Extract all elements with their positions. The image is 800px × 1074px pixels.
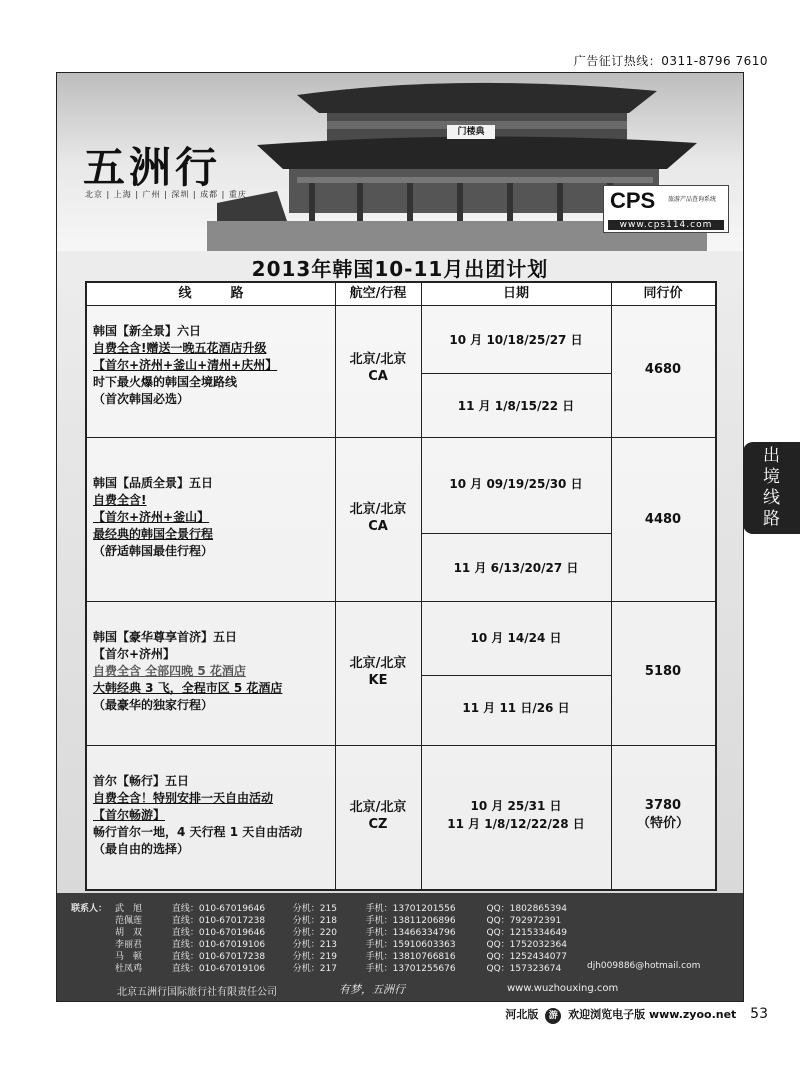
contact-name: 胡 双 <box>115 928 143 938</box>
cps-badge <box>603 185 729 233</box>
banner <box>57 73 743 251</box>
route-line: 最经典的韩国全景行程 <box>93 527 214 541</box>
contact-label: 联系人： <box>71 904 108 914</box>
table-row <box>93 323 277 408</box>
cps-subtitle: 旅游产品查询系统 <box>668 196 717 203</box>
contact-ext: 分机：215 <box>292 904 337 914</box>
price-cell <box>613 797 713 833</box>
table-row <box>93 475 213 560</box>
route-line: 自费全含 全部四晚 5 花酒店 <box>93 664 246 678</box>
airline-code: CA <box>368 519 388 534</box>
edition-label: 河北版 <box>505 1008 539 1021</box>
airline-code: CZ <box>368 817 388 832</box>
price-cell: 4480 <box>644 512 682 527</box>
brand-logo: 五洲行 <box>83 143 222 192</box>
contact-email[interactable]: djh009886@hotmail.com <box>587 961 701 971</box>
route-line: 【首尔畅游】 <box>93 808 166 822</box>
column-divider <box>611 283 612 889</box>
footer-text[interactable]: 欢迎浏览电子版 www.zyoo.net <box>568 1008 737 1021</box>
price-cell: 5180 <box>644 664 682 679</box>
route-line: 【首尔+济州】 <box>93 647 176 661</box>
route-line: 自费全含!赠送一晚五花酒店升级 <box>93 341 267 355</box>
brand-cities: 北京 | 上海 | 广州 | 深圳 | 成都 | 重庆 <box>85 190 247 199</box>
contact-tel: 直线：010-67019646 <box>171 904 266 914</box>
row-divider <box>87 601 715 602</box>
ad-hotline: 广告征订热线：0311-8796 7610 <box>573 54 768 68</box>
company-slogan: 有梦，五洲行 <box>339 983 405 996</box>
contact-qq: QQ：1215334649 <box>486 928 567 938</box>
contact-ext: 分机：213 <box>292 940 337 950</box>
price-cell: 4680 <box>644 362 682 377</box>
contact-qq: QQ：792972391 <box>486 916 562 926</box>
airline-cell <box>335 351 421 385</box>
header-airline: 航空/行程 <box>335 283 421 306</box>
header-route: 线 路 <box>87 283 335 306</box>
contact-mobile: 手机：13811206896 <box>365 916 456 926</box>
route-title: 首尔【畅行】五日 <box>93 774 190 788</box>
price-value: 3780 <box>644 798 682 813</box>
section-tab-char: 出 <box>763 446 780 466</box>
cps-url[interactable]: www.cps114.com <box>608 220 724 230</box>
page-footer <box>505 1006 768 1024</box>
date-divider <box>421 675 611 676</box>
contact-tel: 直线：010-67019106 <box>171 964 266 974</box>
route-title: 韩国【品质全景】五日 <box>93 476 214 490</box>
header-price: 同行价 <box>611 283 715 306</box>
contact-name: 杜凤鸡 <box>115 964 143 974</box>
page-number: 53 <box>750 1006 768 1022</box>
route-line: 时下最火爆的韩国全境路线 <box>93 375 238 389</box>
company-name: 北京五洲行国际旅行社有限责任公司 <box>117 987 277 998</box>
route-line: 自费全含！特别安排一天自由活动 <box>93 791 274 805</box>
row-divider <box>87 745 715 746</box>
contact-panel <box>57 893 743 1001</box>
contact-ext: 分机：217 <box>292 964 337 974</box>
table-row <box>93 629 282 714</box>
route-line: 【首尔+济州+釜山+清州+庆州】 <box>93 358 278 372</box>
section-tab-char: 线 <box>763 488 780 508</box>
date-cell: 11 月 6/13/20/27 日 <box>453 561 579 575</box>
section-tab-char: 境 <box>763 467 780 487</box>
contact-tel: 直线：010-67017238 <box>171 952 266 962</box>
contact-tel: 直线：010-67019646 <box>171 928 266 938</box>
airline-cell <box>335 655 421 689</box>
section-tab-char: 路 <box>763 509 780 529</box>
contact-mobile: 手机：13810766816 <box>365 952 456 962</box>
route-line: （最自由的选择） <box>93 842 190 856</box>
table-row <box>93 773 302 858</box>
travel-badge-icon: 游 <box>545 1008 561 1024</box>
row-divider <box>87 437 715 438</box>
route-title: 韩国【新全景】六日 <box>93 324 202 338</box>
contact-row <box>115 961 587 974</box>
section-tab <box>743 442 800 534</box>
date-cell <box>421 797 611 833</box>
airline-cell <box>335 501 421 535</box>
route-line: 自费全含! <box>93 493 147 507</box>
contact-mobile: 手机：13466334796 <box>365 928 456 938</box>
header-date: 日期 <box>421 283 611 306</box>
date-divider <box>421 373 611 374</box>
price-note: （特价） <box>636 816 689 831</box>
date-cell: 10 月 10/18/25/27 日 <box>449 333 583 347</box>
palace-sign: 门楼典 <box>457 127 485 137</box>
date-cell: 11 月 1/8/15/22 日 <box>457 399 575 413</box>
contact-qq: QQ：1752032364 <box>486 940 567 950</box>
airline-cell <box>335 799 421 833</box>
airline-code: CA <box>368 369 388 384</box>
contact-name: 武 旭 <box>115 904 143 914</box>
contact-mobile: 手机：13701255676 <box>365 964 456 974</box>
airline-route: 北京/北京 <box>349 656 407 671</box>
airline-route: 北京/北京 <box>349 800 407 815</box>
route-line: 畅行首尔一地，4 天行程 1 天自由活动 <box>93 825 303 839</box>
plan-title: 2013年韩国10-11月出团计划 <box>251 257 549 281</box>
contact-name: 李丽君 <box>115 940 143 950</box>
airline-route: 北京/北京 <box>349 352 407 367</box>
route-line: （舒适韩国最佳行程） <box>93 544 214 558</box>
date-line: 10 月 25/31 日 <box>470 799 562 813</box>
contact-tel: 直线：010-67017238 <box>171 916 266 926</box>
route-line: （最豪华的独家行程） <box>93 698 214 712</box>
airline-code: KE <box>368 673 388 688</box>
airline-route: 北京/北京 <box>349 502 407 517</box>
date-cell: 10 月 14/24 日 <box>470 631 562 645</box>
contact-ext: 分机：218 <box>292 916 337 926</box>
contact-ext: 分机：219 <box>292 952 337 962</box>
company-website[interactable]: www.wuzhouxing.com <box>507 983 619 994</box>
cps-name: CPS <box>610 188 656 213</box>
contact-name: 范佩莲 <box>115 916 143 926</box>
contact-ext: 分机：220 <box>292 928 337 938</box>
contact-tel: 直线：010-67019106 <box>171 940 266 950</box>
route-line: 【首尔+济州+釜山】 <box>93 510 210 524</box>
contact-mobile: 手机：13701201556 <box>365 904 456 914</box>
route-line: （首次韩国必选） <box>93 392 190 406</box>
route-line: 大韩经典 3 飞，全程市区 5 花酒店 <box>93 681 283 695</box>
ad-frame <box>56 72 744 1002</box>
contact-qq: QQ：157323674 <box>486 964 562 974</box>
date-cell: 11 月 11 日/26 日 <box>462 701 570 715</box>
contact-mobile: 手机：15910603363 <box>365 940 456 950</box>
date-cell: 10 月 09/19/25/30 日 <box>449 477 583 491</box>
contact-name: 马 顿 <box>115 952 143 962</box>
date-divider <box>421 533 611 534</box>
contact-qq: QQ：1802865394 <box>486 904 567 914</box>
contact-qq: QQ：1252434077 <box>486 952 567 962</box>
route-title: 韩国【豪华尊享首济】五日 <box>93 630 238 644</box>
itinerary-table <box>85 281 717 891</box>
date-line: 11 月 1/8/12/22/28 日 <box>447 817 585 831</box>
